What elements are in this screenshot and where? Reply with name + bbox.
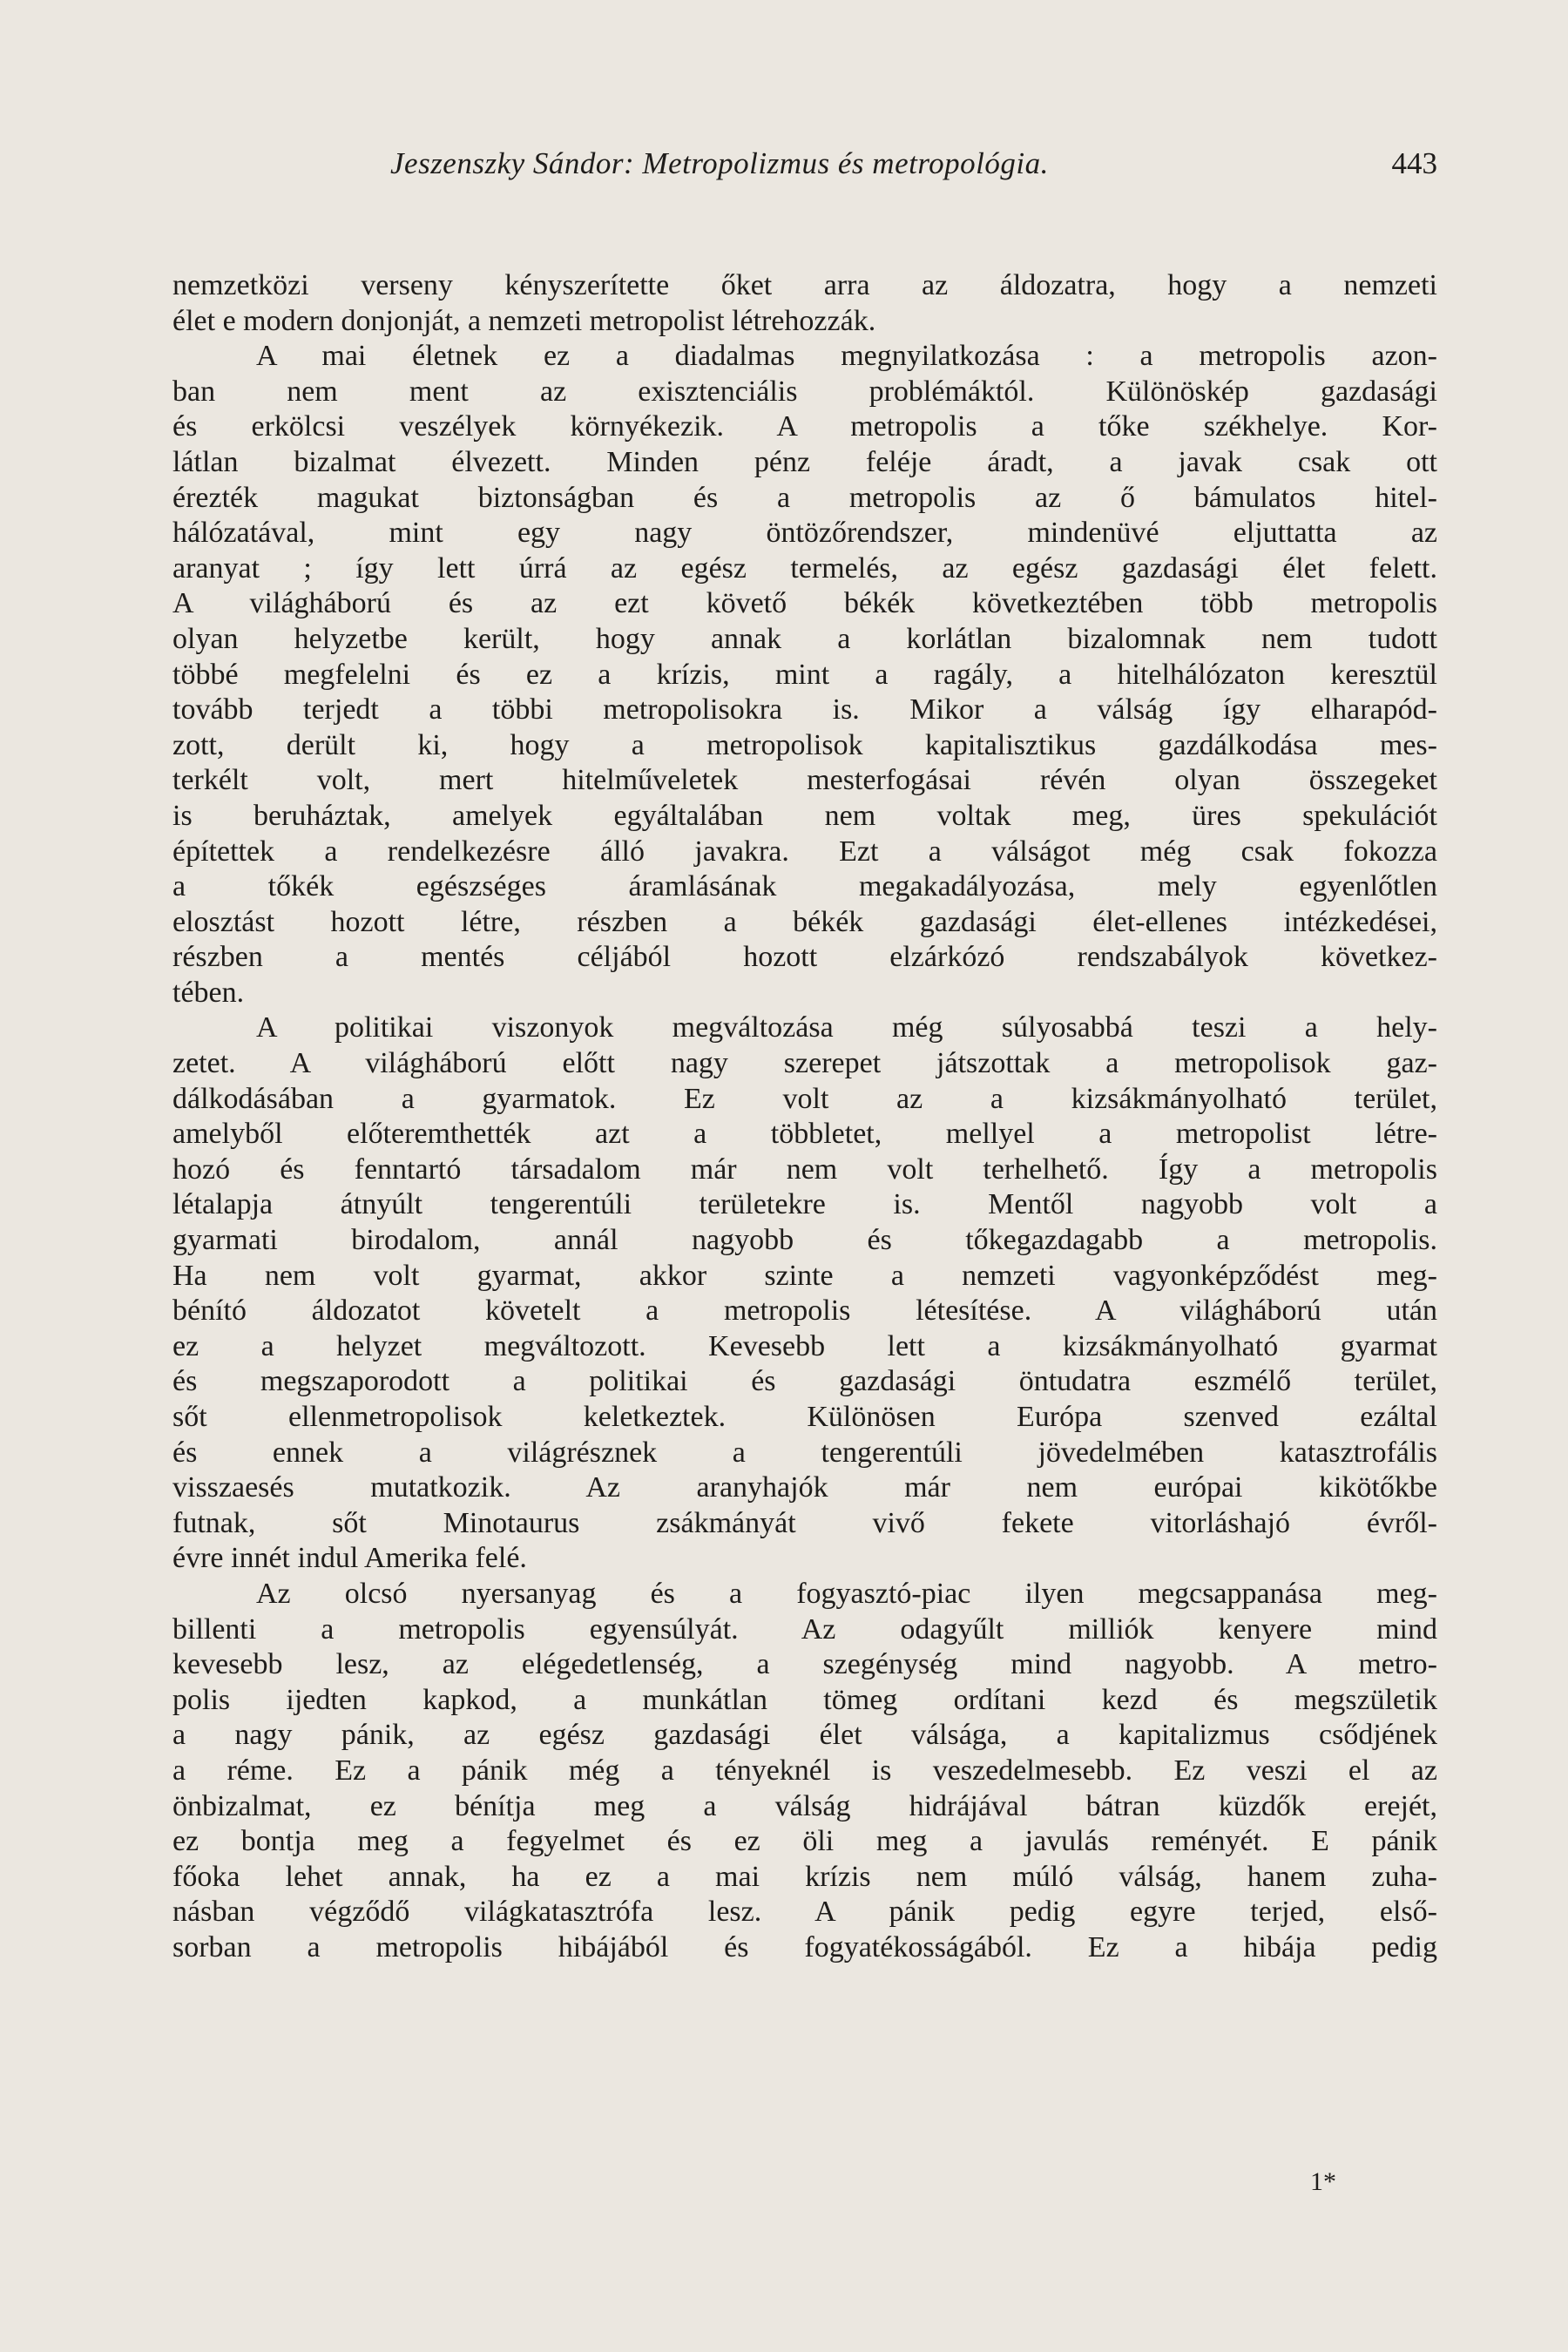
- text-line: érezték magukat biztonságban és a metropolis az ő bámulatos hitel-: [172, 481, 1437, 514]
- text-line: nemzetközi verseny kényszerítette őket arra az áldozatra, hogy a nemzeti: [172, 269, 1437, 301]
- running-title: Jeszenszky Sándor: Metropolizmus és metropológia.: [390, 146, 1049, 180]
- text-line: násban végződő világkatasztrófa lesz. A pánik pedig egyre terjed, első-: [172, 1896, 1437, 1929]
- text-line: többé megfelelni és ez a krízis, mint a ragály, a hitelhálózaton keresztül: [172, 658, 1437, 691]
- page-number: 443: [1391, 146, 1437, 180]
- text-line: Az olcsó nyersanyag és a fogyasztó-piac ilyen megcsappanása meg-: [256, 1577, 1437, 1610]
- text-line: részben a mentés céljából hozott elzárkózó rendszabályok következ-: [172, 941, 1437, 974]
- text-line: ez a helyzet megváltozott. Kevesebb lett a kizsákmányolható gyarmat: [172, 1329, 1437, 1362]
- text-line: zott, derült ki, hogy a metropolisok kapitalisztikus gazdálkodása mes-: [172, 728, 1437, 761]
- text-line: sőt ellenmetropolisok keletkeztek. Különösen Európa szenved ezáltal: [172, 1401, 1437, 1433]
- text-line: amelyből előteremthették azt a többletet, mellyel a metropolist létre-: [172, 1118, 1437, 1151]
- text-line: bénító áldozatot követelt a metropolis létesítése. A világháború után: [172, 1294, 1437, 1328]
- text-line: a tőkék egészséges áramlásának megakadályozása, mely egyenlőtlen: [172, 870, 1437, 903]
- text-line: elosztást hozott létre, részben a békék gazdasági élet-ellenes intézkedései,: [172, 905, 1437, 938]
- text-line: kevesebb lesz, az elégedetlenség, a szegénység mind nagyobb. A metro-: [172, 1648, 1437, 1681]
- text-line: és ennek a világrésznek a tengerentúli jövedelmében katasztrofális: [172, 1436, 1437, 1469]
- signature-mark: 1*: [1310, 2167, 1336, 2196]
- text-line: tében.: [172, 976, 245, 1009]
- text-line: gyarmati birodalom, annál nagyobb és tőkegazdagabb a metropolis.: [172, 1224, 1437, 1257]
- text-line: ez bontja meg a fegyelmet és ez öli meg a javulás reményét. E pánik: [172, 1825, 1437, 1858]
- text-line: ban nem ment az exisztenciális problémáktól. Különöskép gazdasági: [172, 375, 1437, 408]
- text-line: A mai életnek ez a diadalmas megnyilatkozása : a metropolis azon-: [256, 340, 1437, 373]
- text-line: billenti a metropolis egyensúlyát. Az odagyűlt milliók kenyere mind: [172, 1612, 1437, 1646]
- text-line: is beruháztak, amelyek egyáltalában nem voltak meg, üres spekulációt: [172, 799, 1437, 832]
- text-line: visszaesés mutatkozik. Az aranyhajók már nem európai kikötőkbe: [172, 1471, 1437, 1504]
- text-line: aranyat ; így lett úrrá az egész termelés, az egész gazdasági élet felett.: [172, 551, 1437, 585]
- text-line: és erkölcsi veszélyek környékezik. A metropolis a tőke székhelye. Kor-: [172, 410, 1437, 443]
- text-line: évre innét indul Amerika felé.: [172, 1542, 527, 1575]
- text-line: látlan bizalmat élvezett. Minden pénz feléje áradt, a javak csak ott: [172, 445, 1437, 478]
- text-line: Ha nem volt gyarmat, akkor szinte a nemzeti vagyonképződést meg-: [172, 1259, 1437, 1292]
- text-line: és megszaporodott a politikai és gazdasági öntudatra eszmélő terület,: [172, 1365, 1437, 1398]
- text-line: terkélt volt, mert hitelműveletek mesterfogásai révén olyan összegeket: [172, 764, 1437, 797]
- text-line: zetet. A világháború előtt nagy szerepet játszottak a metropolisok gaz-: [172, 1047, 1437, 1080]
- text-line: hozó és fenntartó társadalom már nem volt terhelhető. Így a metropolis: [172, 1152, 1437, 1186]
- text-line: dálkodásában a gyarmatok. Ez volt az a kizsákmányolható terület,: [172, 1082, 1437, 1115]
- text-line: hálózatával, mint egy nagy öntözőrendszer, mindenüvé eljuttatta az: [172, 517, 1437, 550]
- text-line: sorban a metropolis hibájából és fogyatékosságából. Ez a hibája pedig: [172, 1930, 1437, 1963]
- text-line: polis ijedten kapkod, a munkátlan tömeg ordítani kezd és megszületik: [172, 1683, 1437, 1716]
- text-line: A politikai viszonyok megváltozása még súlyosabbá teszi a hely-: [256, 1011, 1437, 1044]
- text-line: létalapja átnyúlt tengerentúli területekre is. Mentől nagyobb volt a: [172, 1188, 1437, 1221]
- body-text: [172, 268, 1437, 1966]
- running-head: [174, 146, 1437, 190]
- text-line: önbizalmat, ez bénítja meg a válság hidrájával bátran küzdők erejét,: [172, 1789, 1437, 1822]
- text-line: építettek a rendelkezésre álló javakra. Ezt a válságot még csak fokozza: [172, 835, 1437, 868]
- text-line: tovább terjedt a többi metropolisokra is. Mikor a válság így elharapód-: [172, 693, 1437, 727]
- text-line: futnak, sőt Minotaurus zsákmányát vivő fekete vitorláshajó évről-: [172, 1506, 1437, 1539]
- text-line: élet e modern donjonját, a nemzeti metropolist létrehozzák.: [172, 304, 876, 337]
- text-line: a nagy pánik, az egész gazdasági élet válsága, a kapitalizmus csődjének: [172, 1719, 1437, 1752]
- text-line: olyan helyzetbe került, hogy annak a korlátlan bizalomnak nem tudott: [172, 622, 1437, 655]
- text-line: A világháború és az ezt követő békék következtében több metropolis: [172, 587, 1437, 620]
- text-line: a réme. Ez a pánik még a tényeknél is veszedelmesebb. Ez veszi el az: [172, 1754, 1437, 1787]
- text-line: főoka lehet annak, ha ez a mai krízis nem múló válság, hanem zuha-: [172, 1860, 1437, 1893]
